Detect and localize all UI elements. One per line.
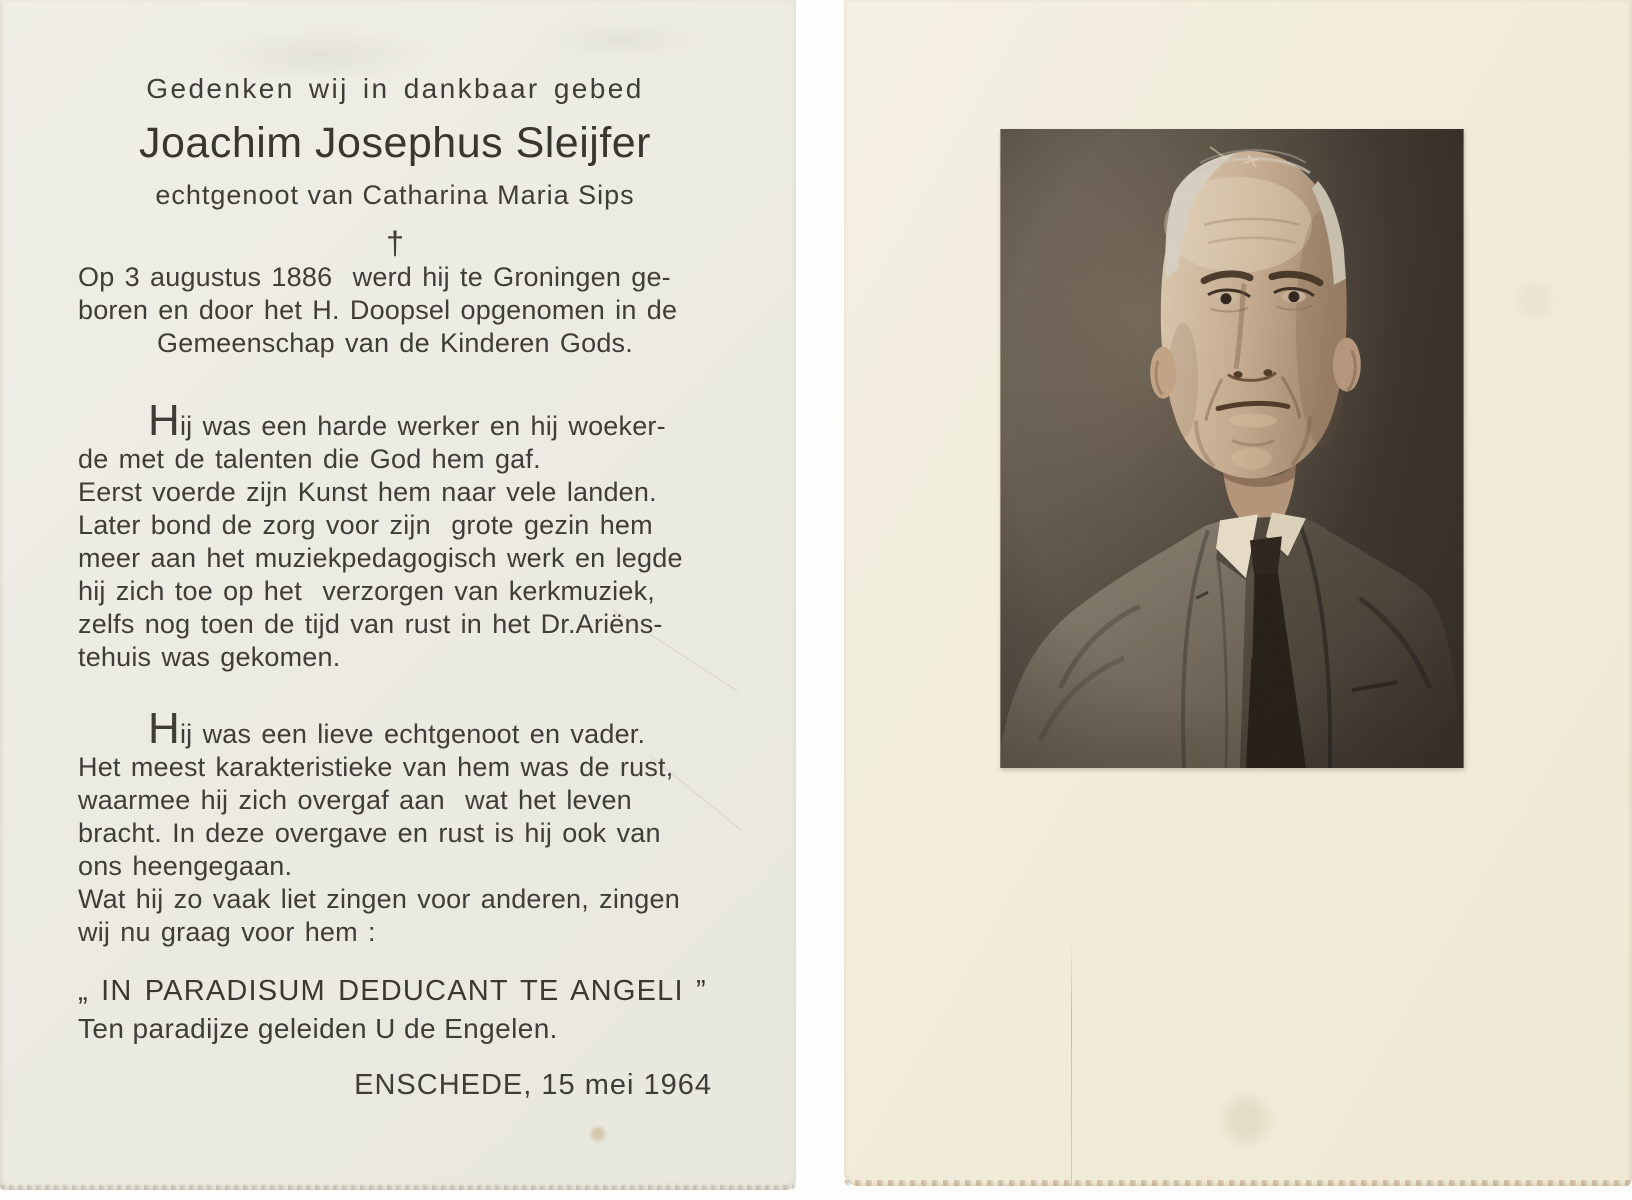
family-paragraph: [78, 704, 712, 949]
text-line: Op 3 augustus 1886 werd hij te Groningen ge-: [78, 262, 671, 292]
text-line: waarmee hij zich overgaf aan wat het leven: [78, 785, 632, 815]
cross-symbol: †: [386, 225, 404, 261]
text-line: boren en door het H. Doopsel opgenomen in de: [78, 295, 678, 325]
text-line: hij zich toe op het verzorgen van kerkmuziek,: [78, 576, 655, 606]
text-line: Hij was een lieve echtgenoot en vader.: [148, 704, 646, 753]
text-line: tehuis was gekomen.: [78, 642, 341, 672]
spouse-line: echtgenoot van Catharina Maria Sips: [155, 180, 635, 210]
text-line: ons heengegaan.: [78, 851, 293, 881]
birth-paragraph: [78, 261, 712, 360]
work-paragraph: [78, 396, 712, 674]
memorial-header: Gedenken wij in dankbaar gebed: [146, 73, 644, 104]
text-line: wij nu graag voor hem :: [78, 917, 376, 947]
portrait-photo: [1000, 129, 1464, 768]
place-date-line: ENSCHEDE, 15 mei 1964: [354, 1069, 712, 1101]
memorial-text-card: [0, 0, 796, 1190]
text-line: Eerst voerde zijn Kunst hem naar vele landen.: [78, 477, 657, 507]
text-line: bracht. In deze overgave en rust is hij ook van: [78, 818, 661, 848]
text-line: Hij was een harde werker en hij woeker-: [148, 396, 666, 445]
text-line: Gemeenschap van de Kinderen Gods.: [157, 328, 633, 358]
deceased-name: Joachim Josephus Sleijfer: [138, 119, 652, 167]
photo-card: [844, 0, 1632, 1186]
text-line: zelfs nog toen de tijd van rust in het Dr.Ariëns-: [78, 609, 663, 639]
text-line: Het meest karakteristieke van hem was de rust,: [78, 752, 674, 782]
text-line: de met de talenten die God hem gaf.: [78, 444, 541, 474]
quote-translation: Ten paradijze geleiden U de Engelen.: [78, 1013, 558, 1044]
card-crease: [1071, 935, 1072, 1186]
latin-quote: „ IN PARADISUM DEDUCANT TE ANGELI ”: [78, 975, 707, 1007]
text-line: Wat hij zo vaak liet zingen voor anderen, zingen: [78, 884, 680, 914]
text-line: meer aan het muziekpedagogisch werk en legde: [78, 543, 683, 573]
text-line: Later bond de zorg voor zijn grote gezin hem: [78, 510, 653, 540]
